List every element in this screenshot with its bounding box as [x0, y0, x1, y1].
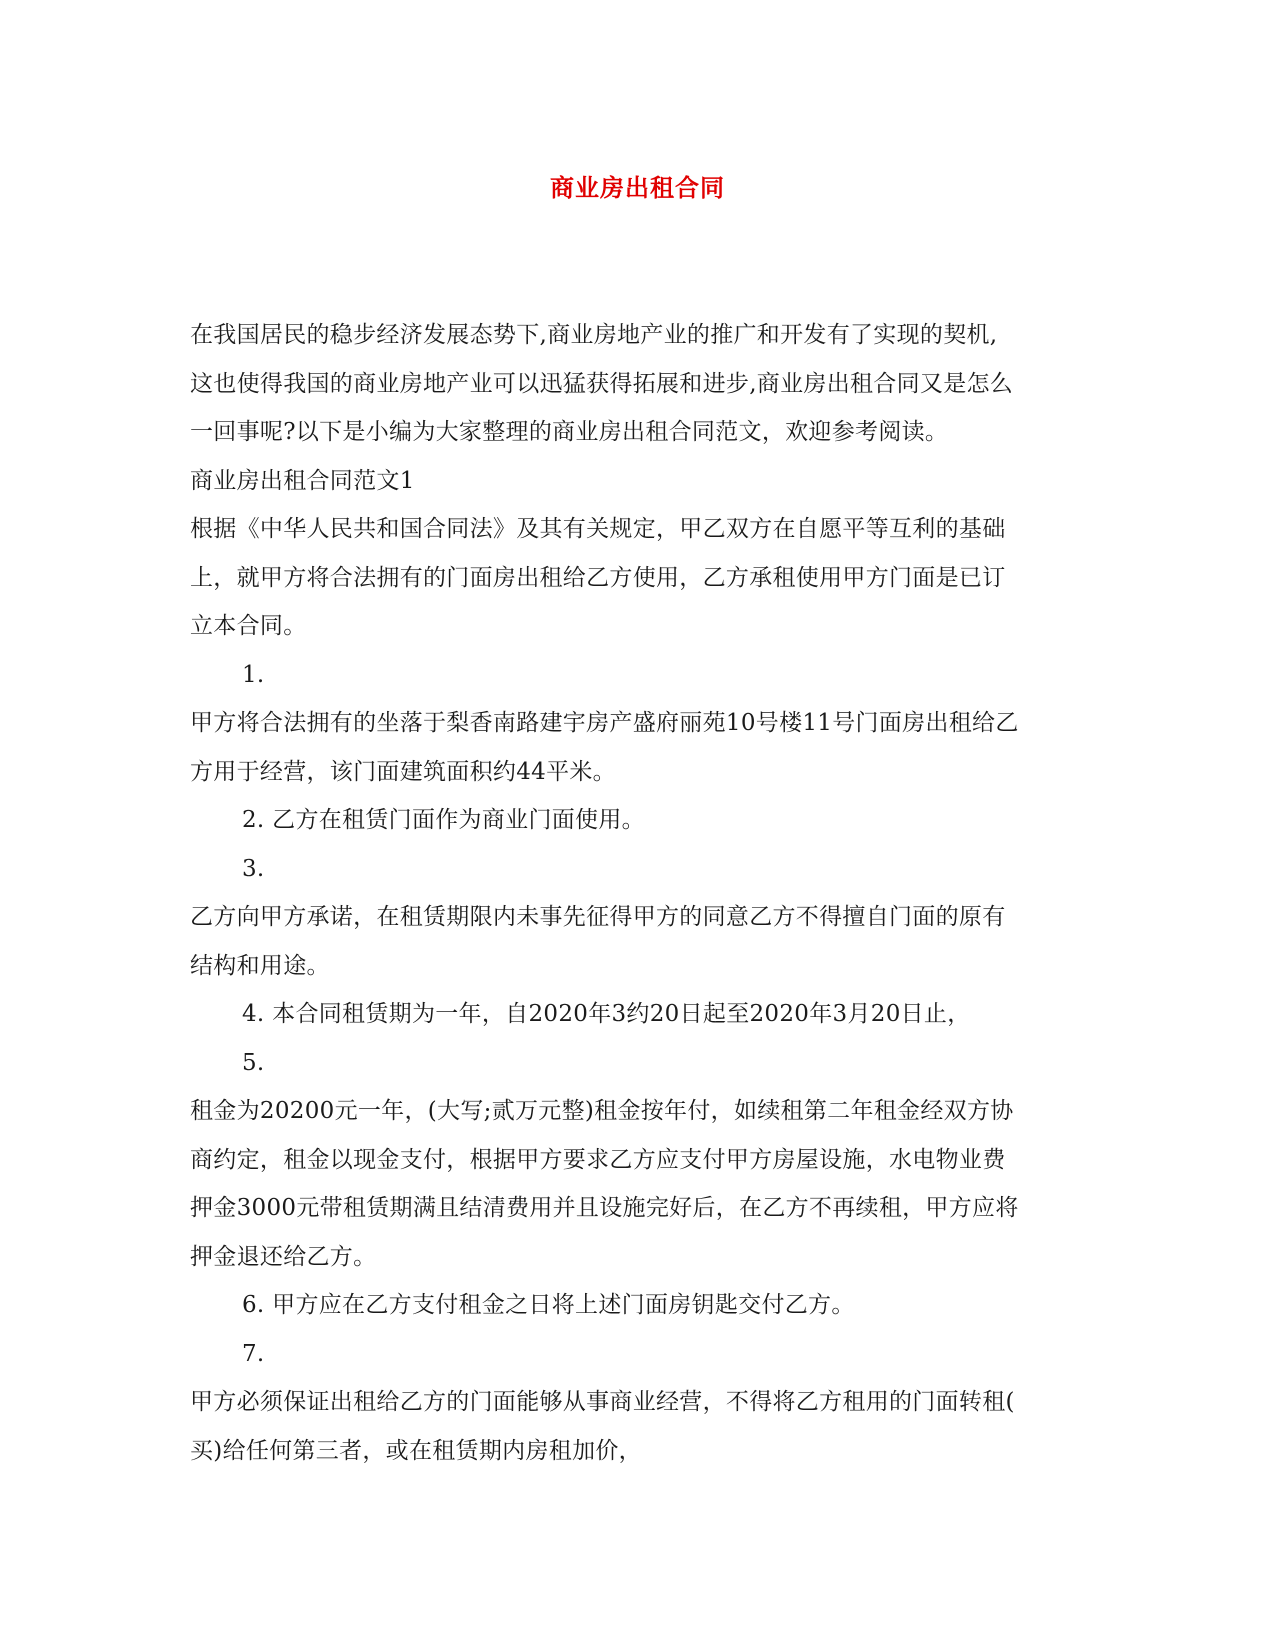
- clause-3-line-1: 乙方向甲方承诺，在租赁期限内未事先征得甲方的同意乙方不得擅自门面的原有: [190, 904, 1006, 930]
- clause-3-line-2: 结构和用途。: [190, 952, 330, 979]
- clause-5-line-1: 租金为20200元一年，(大写;贰万元整)租金按年付，如续租第二年租金经双方协: [190, 1098, 1014, 1124]
- clause-number-7: 7.: [242, 1340, 265, 1367]
- clause-4: 4. 本合同租赁期为一年，自2020年3约20日起至2020年3月20日止，: [242, 1001, 971, 1027]
- clause-2: 2. 乙方在租赁门面作为商业门面使用。: [242, 807, 645, 833]
- document-body: [190, 311, 1090, 1475]
- preamble-line-3: 立本合同。: [190, 613, 307, 639]
- clause-number-5: 5.: [242, 1049, 265, 1076]
- clause-5-line-3: 押金3000元带租赁期满且结清费用并且设施完好后，在乙方不再续租，甲方应将: [190, 1195, 1019, 1221]
- intro-line-3: 一回事呢?以下是小编为大家整理的商业房出租合同范文，欢迎参考阅读。: [190, 419, 949, 445]
- intro-line-2: 这也使得我国的商业房地产业可以迅猛获得拓展和进步,商业房出租合同又是怎么: [190, 370, 1014, 397]
- clause-1-line-2: 方用于经营，该门面建筑面积约44平米。: [190, 758, 616, 785]
- section-heading: 商业房出租合同范文1: [190, 467, 415, 494]
- clause-5-line-4: 押金退还给乙方。: [190, 1243, 377, 1270]
- preamble-line-1: 根据《中华人民共和国合同法》及其有关规定，甲乙双方在自愿平等互利的基础: [190, 516, 1006, 542]
- clause-number-3: 3.: [242, 855, 265, 882]
- clause-1-line-1: 甲方将合法拥有的坐落于梨香南路建宇房产盛府丽苑10号楼11号门面房出租给乙: [190, 710, 1019, 736]
- clause-7-line-1: 甲方必须保证出租给乙方的门面能够从事商业经营，不得将乙方租用的门面转租(: [190, 1389, 1015, 1415]
- clause-7-line-2: 买)给任何第三者，或在租赁期内房租加价，: [190, 1437, 642, 1464]
- intro-line-1: 在我国居民的稳步经济发展态势下,商业房地产业的推广和开发有了实现的契机,: [190, 322, 998, 348]
- document-title: 商业房出租合同: [550, 174, 725, 202]
- clause-5-line-2: 商约定，租金以现金支付，根据甲方要求乙方应支付甲方房屋设施，水电物业费: [190, 1146, 1006, 1173]
- preamble-line-2: 上，就甲方将合法拥有的门面房出租给乙方使用，乙方承租使用甲方门面是已订: [190, 564, 1006, 591]
- clause-6: 6. 甲方应在乙方支付租金之日将上述门面房钥匙交付乙方。: [242, 1292, 855, 1318]
- clause-number-1: 1.: [242, 661, 265, 688]
